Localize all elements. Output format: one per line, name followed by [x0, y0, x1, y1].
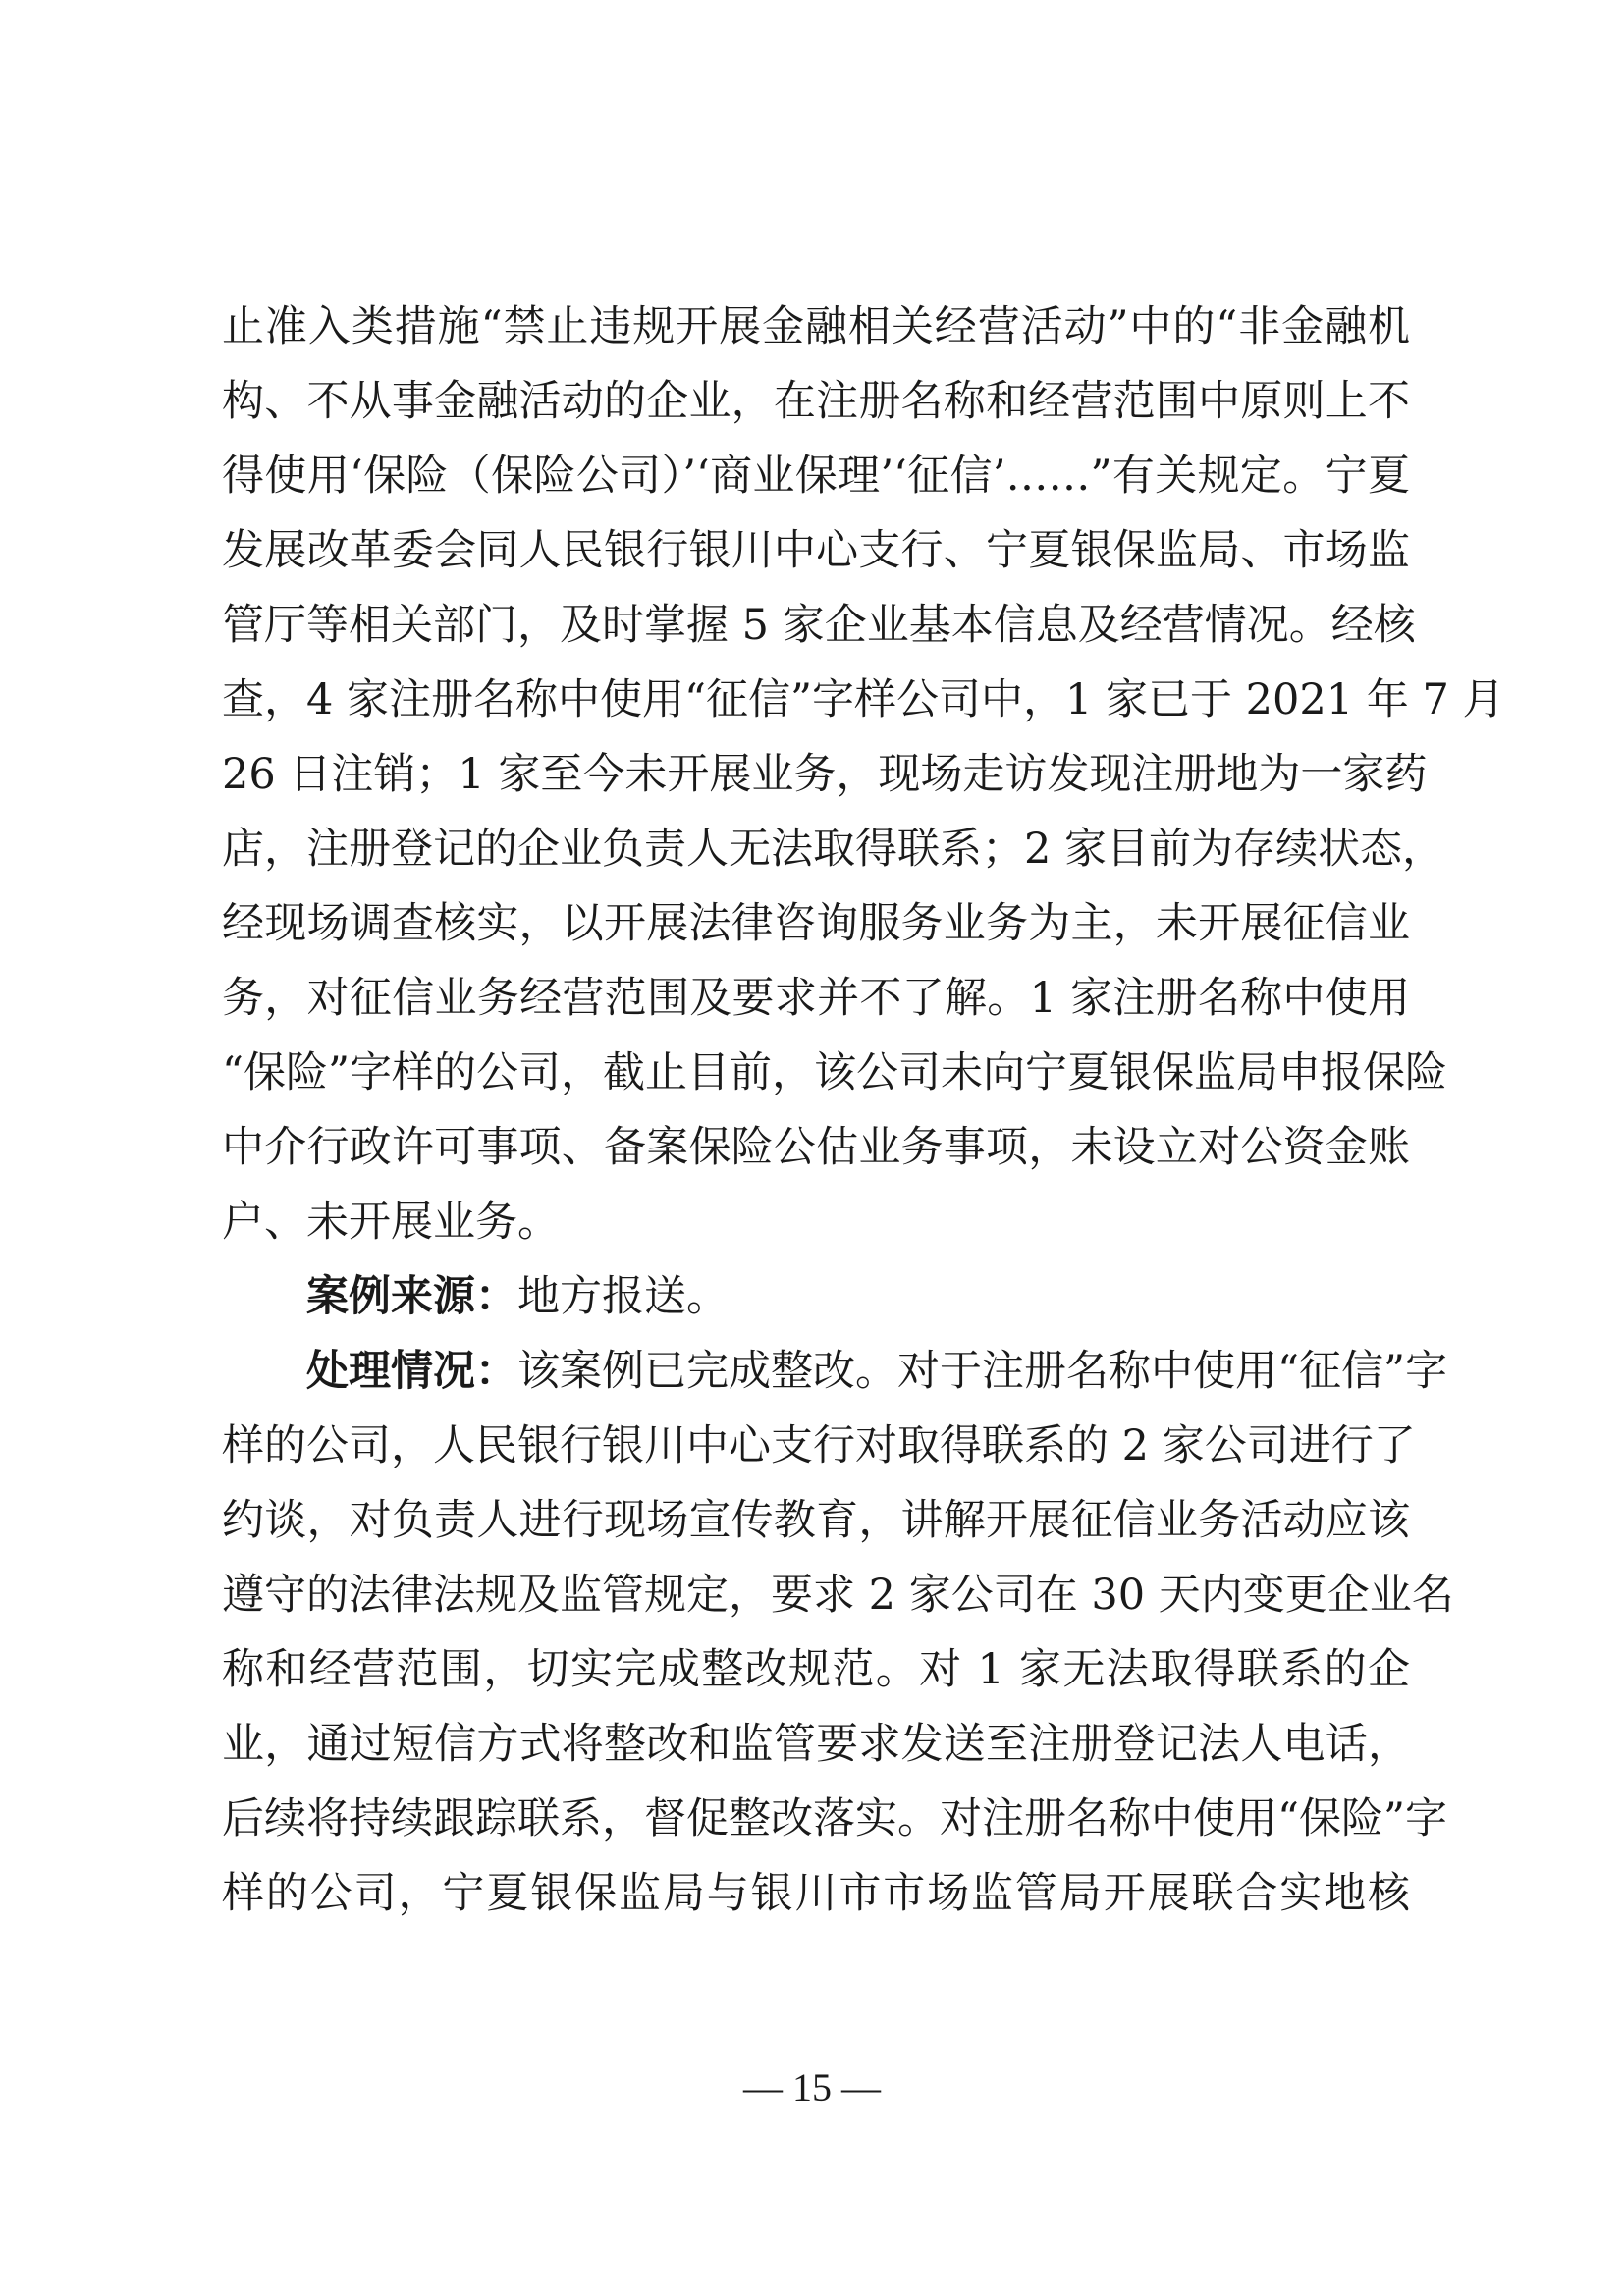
text-line: 店，注册登记的企业负责人无法取得联系；2 家目前为存续状态，: [222, 825, 1445, 874]
text-line: 得使用‘保险（保险公司）’‘商业保理’‘征信’……”有关规定。宁夏: [222, 452, 1410, 501]
text-line: 约谈，对负责人进行现场宣传教育，讲解开展征信业务活动应该: [222, 1496, 1410, 1545]
case-source-paragraph: [222, 1259, 1410, 1334]
text-line: 止准入类措施“禁止违规开展金融相关经营活动”中的“非金融机: [222, 302, 1410, 351]
text-line: “保险”字样的公司，截止目前，该公司未向宁夏银保监局申报保险: [222, 1048, 1447, 1097]
handling-first-line-text: 该案例已完成整改。对于注册名称中使用“征信”字: [517, 1347, 1447, 1396]
text-line: 样的公司，宁夏银保监局与银川市市场监管局开展联合实地核: [222, 1869, 1410, 1918]
text-line: 经现场调查核实，以开展法律咨询服务业务为主，未开展征信业: [222, 899, 1410, 948]
case-source-label: 案例来源：: [306, 1272, 517, 1321]
handling-label: 处理情况：: [306, 1347, 517, 1396]
text-line: 户、未开展业务。: [222, 1198, 560, 1247]
text-line: 中介行政许可事项、备案保险公估业务事项，未设立对公资金账: [222, 1123, 1410, 1172]
text-line: 务，对征信业务经营范围及要求并不了解。1 家注册名称中使用: [222, 974, 1410, 1023]
case-source-text: 地方报送。: [517, 1272, 729, 1321]
text-line: 26 日注销；1 家至今未开展业务，现场走访发现注册地为一家药: [222, 750, 1428, 799]
text-line: 发展改革委会同人民银行银川中心支行、宁夏银保监局、市场监: [222, 526, 1410, 575]
text-line: 管厅等相关部门，及时掌握 5 家企业基本信息及经营情况。经核: [222, 601, 1416, 650]
handling-first-line: [222, 1334, 1447, 1409]
text-line: 查，4 家注册名称中使用“征信”字样公司中，1 家已于 2021 年 7 月: [222, 675, 1505, 724]
text-line: 业，通过短信方式将整改和监管要求发送至注册登记法人电话，: [222, 1720, 1410, 1769]
page-number: — 15 —: [743, 2065, 881, 2109]
text-line: 样的公司，人民银行银川中心支行对取得联系的 2 家公司进行了: [222, 1421, 1416, 1470]
text-line: 构、不从事金融活动的企业，在注册名称和经营范围中原则上不: [222, 377, 1410, 426]
text-line: 称和经营范围，切实完成整改规范。对 1 家无法取得联系的企: [222, 1645, 1410, 1694]
text-line: 后续将持续跟踪联系，督促整改落实。对注册名称中使用“保险”字: [222, 1794, 1447, 1843]
text-line: 遵守的法律法规及监管规定，要求 2 家公司在 30 天内变更企业名: [222, 1571, 1454, 1620]
body-text: [222, 290, 1505, 1931]
